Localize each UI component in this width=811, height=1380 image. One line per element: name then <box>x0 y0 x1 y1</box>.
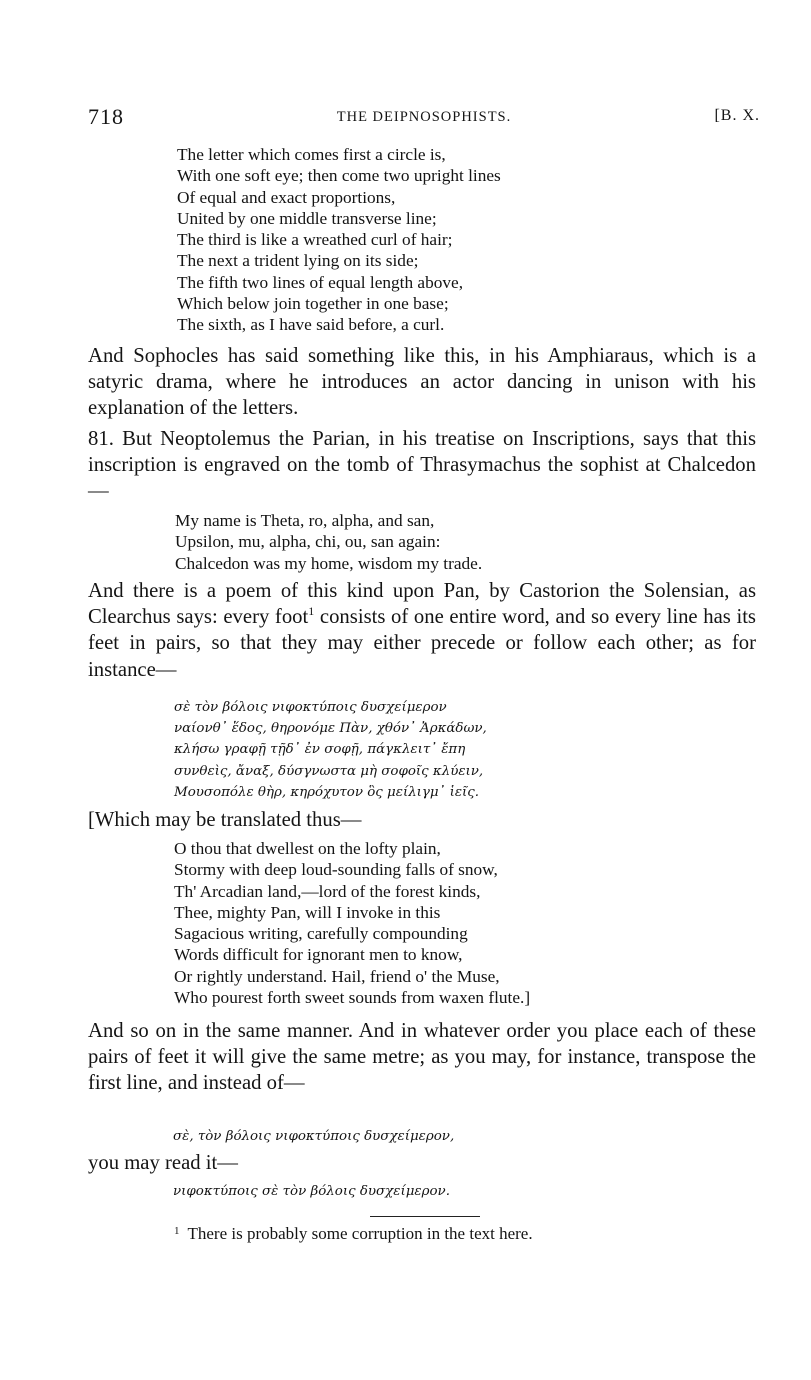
verse-line: The sixth, as I have said before, a curl. <box>177 315 445 335</box>
greek-line: σὲ, τὸν βόλοις νιφοκτύποις δυσχείμερον, <box>173 1129 455 1144</box>
running-title: THE DEIPNOSOPHISTS. <box>336 109 512 125</box>
verse-line: Thee, mighty Pan, will I invoke in this <box>174 902 441 922</box>
page-header <box>88 104 760 134</box>
paragraph-text: And there is a poem of this kind upon Pan, by Castorion the Solensian, as Clearchus says: every foot <box>88 580 756 629</box>
verse-line: Or rightly understand. Hail, friend o' the Muse, <box>174 966 500 986</box>
verse-line: The next a trident lying on its side; <box>177 251 419 271</box>
footnote-text: There is probably some corruption in the text here. <box>187 1224 533 1243</box>
verse-line: Sagacious writing, carefully compounding <box>174 924 468 944</box>
paragraph-metre: And so on in the same manner. And in whatever order you place each of these pairs of feet it will give the same metre; as you may, for instance, transpose the first line, and instead of— <box>88 1020 756 1095</box>
paragraph-translation-intro: [Which may be translated thus— <box>88 809 362 831</box>
paragraph-sophocles: And Sophocles has said something like this, in his Amphiaraus, which is a satyric drama, where he introduces an actor dancing in unison with his explanation of the letters. <box>88 345 756 420</box>
verse-line: Upsilon, mu, alpha, chi, ou, san again: <box>175 532 441 552</box>
footnote <box>174 1224 533 1244</box>
paragraph-neoptolemus: 81. But Neoptolemus the Parian, in his treatise on Inscriptions, says that this inscription is engraved on the tomb of Thrasymachus the sophist at Chalcedon— <box>88 428 756 503</box>
paragraph-castorion <box>88 578 756 688</box>
greek-line: σὲ τὸν βόλοις νιφοκτύποις δυσχείμερον <box>174 700 447 715</box>
verse-line: The third is like a wreathed curl of hair; <box>177 230 453 250</box>
translation-verse <box>174 838 530 1008</box>
letter-riddle-verse <box>177 144 501 336</box>
verse-line: Which below join together in one base; <box>177 294 449 314</box>
paragraph-read-it: you may read it— <box>88 1152 238 1174</box>
footnote-reference[interactable]: 1 <box>308 604 315 619</box>
verse-line: Stormy with deep loud-sounding falls of snow, <box>174 860 498 880</box>
greek-verse <box>174 697 487 803</box>
greek-line-original <box>173 1126 454 1147</box>
greek-line: Μουσοπόλε θὴρ, κηρόχυτον ὃς μείλιγμ᾽ ἱεῖς. <box>174 784 480 800</box>
footnote-mark: 1 <box>174 1225 180 1237</box>
verse-line: United by one middle transverse line; <box>177 208 437 228</box>
inscription-verse <box>175 510 482 574</box>
page-number: 718 <box>88 104 124 129</box>
verse-line: My name is Theta, ro, alpha, and san, <box>175 511 435 530</box>
verse-line: Words difficult for ignorant men to know, <box>174 945 463 965</box>
verse-line: The letter which comes first a circle is, <box>177 145 446 164</box>
footnote-divider <box>370 1216 480 1217</box>
verse-line: Who pourest forth sweet sounds from waxen flute.] <box>174 988 531 1008</box>
paragraph-text: consists of one entire word, and so every line has its feet in pairs, so that they may either precede or follow each other; as for instance— <box>88 606 756 681</box>
verse-line: O thou that dwellest on the lofty plain, <box>174 839 441 858</box>
verse-line: With one soft eye; then come two upright lines <box>177 166 501 186</box>
greek-line-transposed <box>173 1181 450 1202</box>
verse-line: Th' Arcadian land,—lord of the forest kinds, <box>174 881 481 901</box>
greek-line: νιφοκτύποις σὲ τὸν βόλοις δυσχείμερον. <box>173 1184 450 1199</box>
verse-line: The fifth two lines of equal length above, <box>177 272 464 292</box>
greek-line: κλήσω γραφῇ τῇδ᾽ ἐν σοφῇ, πάγκλειτ᾽ ἔπη <box>174 742 466 758</box>
book-reference: [B. X. <box>714 107 760 124</box>
greek-line: συνθεὶς, ἄναξ, δύσγνωστα μὴ σοφοῖς κλύειν, <box>174 763 484 779</box>
verse-line: Of equal and exact proportions, <box>177 187 396 207</box>
verse-line: Chalcedon was my home, wisdom my trade. <box>175 553 483 573</box>
greek-line: ναίονθ᾽ ἕδος, θηρονόμε Πὰν, χθόν᾽ Ἀρκάδων, <box>174 721 487 737</box>
